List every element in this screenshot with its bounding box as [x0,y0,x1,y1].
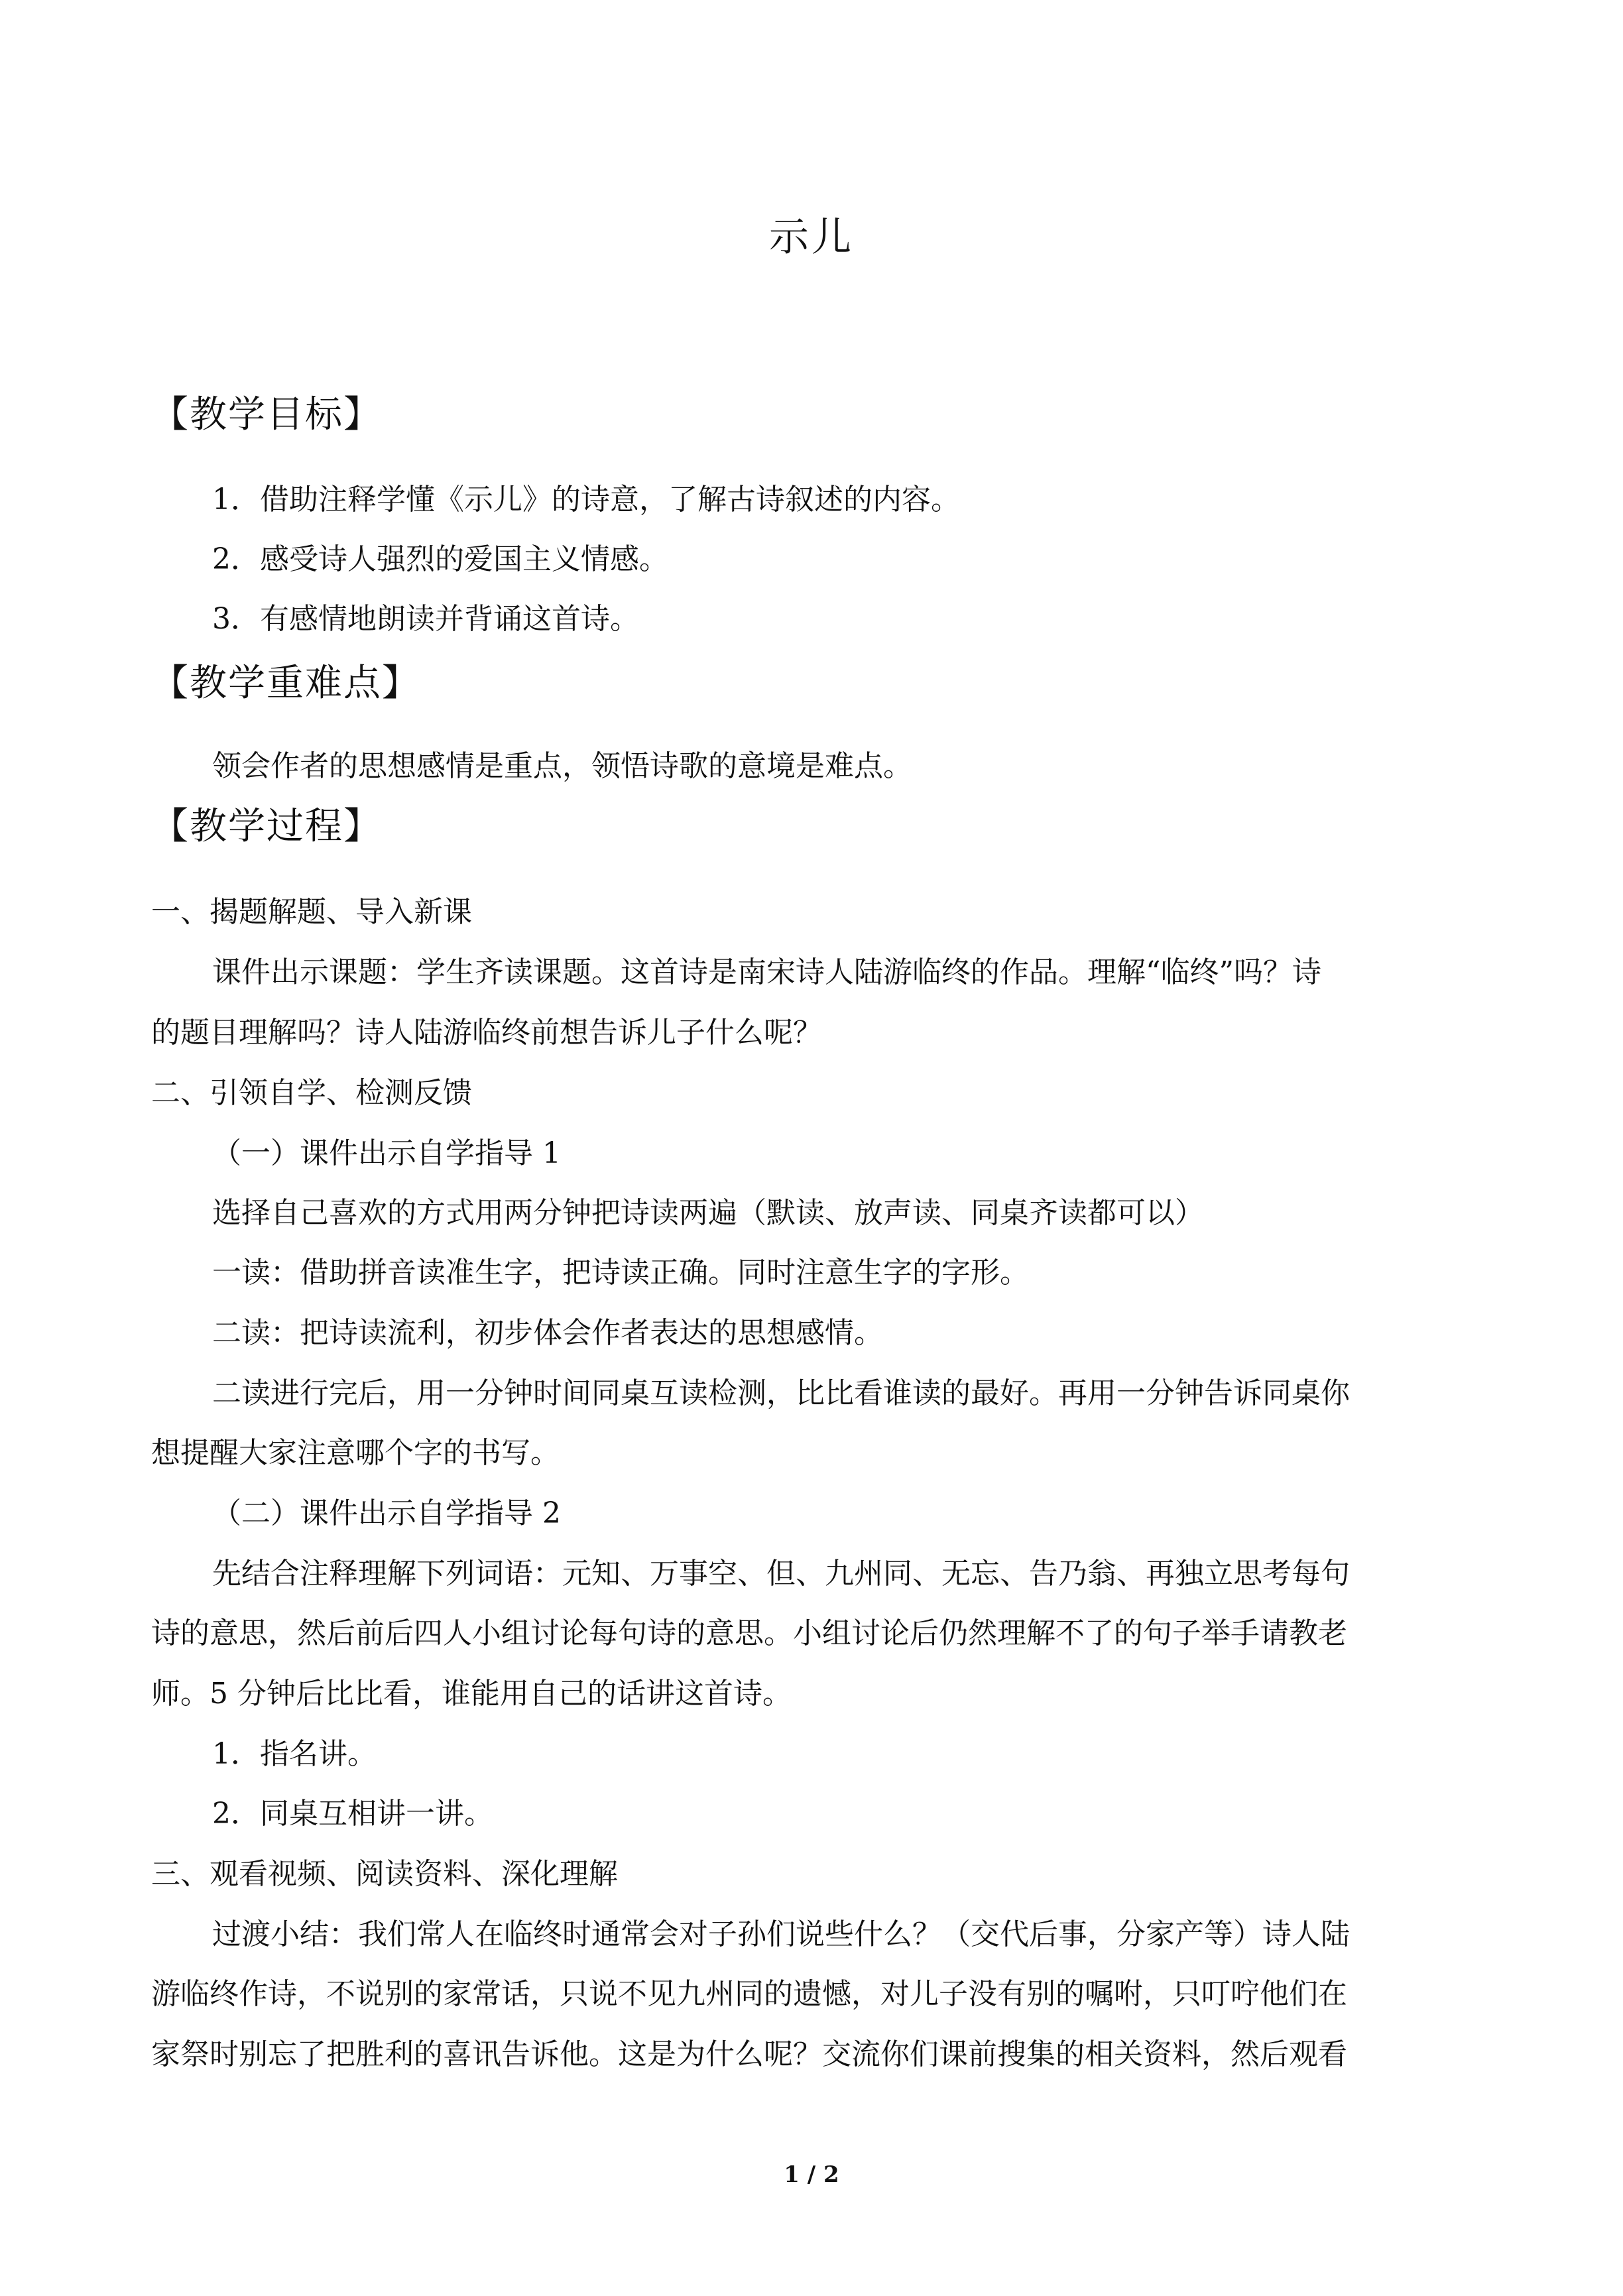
part2-subheading-2: （二）课件出示自学指导 2 [212,1496,561,1530]
heading-process: 【教学过程】 [151,805,382,848]
part2-paragraph: 二读：把诗读流利，初步体会作者表达的思想感情。 [212,1316,883,1350]
key-points-text: 领会作者的思想感情是重点，领悟诗歌的意境是难点。 [212,749,912,783]
page-number: 1 / 2 [784,2161,839,2188]
part2-paragraph-line: 想提醒大家注意哪个字的书写。 [151,1436,560,1470]
part2-list-item: 2．同桌互相讲一讲。 [212,1797,493,1831]
page-title: 示儿 [769,214,854,261]
part2-paragraph-line: 师。5 分钟后比比看，谁能用自己的话讲这首诗。 [151,1677,792,1711]
part3-title: 三、观看视频、阅读资料、深化理解 [151,1857,618,1891]
part3-paragraph-line: 游临终作诗，不说别的家常话，只说不见九州同的遗憾，对儿子没有别的嘱咐，只叮咛他们在 [151,1977,1347,2011]
objective-item-3: 3．有感情地朗读并背诵这首诗。 [212,602,639,636]
part2-title: 二、引领自学、检测反馈 [151,1076,472,1110]
heading-objectives: 【教学目标】 [151,393,382,436]
objective-item-1: 1．借助注释学懂《示儿》的诗意，了解古诗叙述的内容。 [212,483,960,516]
part2-subheading-1: （一）课件出示自学指导 1 [212,1136,561,1170]
part2-paragraph-line: 诗的意思，然后前后四人小组讨论每句诗的意思。小组讨论后仍然理解不了的句子举手请教老 [151,1616,1347,1650]
objective-item-2: 2．感受诗人强烈的爱国主义情感。 [212,542,668,576]
part2-paragraph: 选择自己喜欢的方式用两分钟把诗读两遍（默读、放声读、同桌齐读都可以） [212,1196,1204,1230]
part3-paragraph-line: 过渡小结：我们常人在临终时通常会对子孙们说些什么？（交代后事，分家产等）诗人陆 [212,1917,1350,1951]
part2-paragraph-line: 先结合注释理解下列词语：元知、万事空、但、九州同、无忘、告乃翁、再独立思考每句 [212,1557,1350,1591]
part2-list-item: 1．指名讲。 [212,1737,377,1771]
part3-paragraph-line: 家祭时别忘了把胜利的喜讯告诉他。这是为什么呢？交流你们课前搜集的相关资料，然后观看 [151,2037,1347,2071]
part2-paragraph-line: 二读进行完后，用一分钟时间同桌互读检测，比比看谁读的最好。再用一分钟告诉同桌你 [212,1376,1350,1410]
part2-paragraph: 一读：借助拼音读准生字，把诗读正确。同时注意生字的字形。 [212,1256,1029,1290]
part1-paragraph-line: 的题目理解吗？诗人陆游临终前想告诉儿子什么呢？ [151,1016,822,1050]
part1-paragraph-line: 课件出示课题：学生齐读课题。这首诗是南宋诗人陆游临终的作品。理解“临终”吗？诗 [212,955,1321,989]
heading-key-points: 【教学重难点】 [151,662,420,705]
part1-title: 一、揭题解题、导入新课 [151,895,472,929]
